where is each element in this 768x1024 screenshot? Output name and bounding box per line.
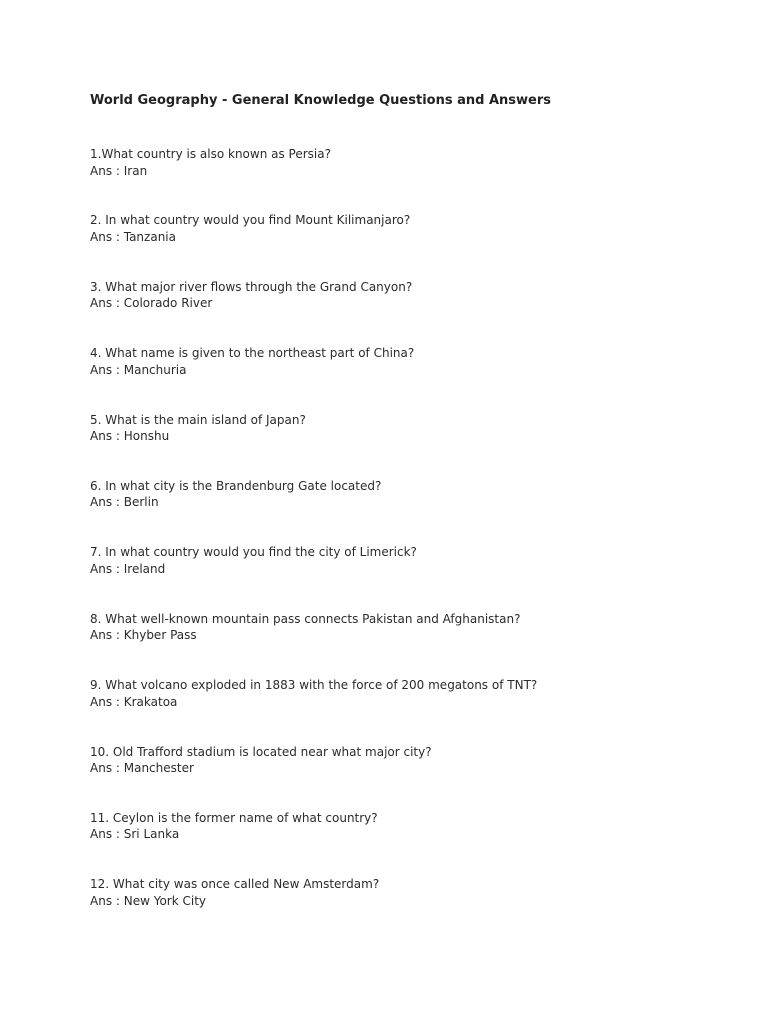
question-text: 9. What volcano exploded in 1883 with the force of 200 megatons of TNT?	[90, 678, 538, 693]
answer-text: Ans : Manchuria	[90, 362, 187, 377]
question-item	[90, 876, 730, 942]
question-item	[90, 744, 730, 810]
answer-text: Ans : Krakatoa	[90, 694, 178, 709]
question-text: 4. What name is given to the northeast part of China?	[90, 346, 415, 361]
answer-text: Ans : Colorado River	[90, 296, 213, 311]
answer-text: Ans : Manchester	[90, 761, 194, 776]
answer-text: Ans : Sri Lanka	[90, 827, 180, 842]
question-item	[90, 611, 730, 677]
question-list	[90, 146, 730, 943]
question-item	[90, 478, 730, 544]
question-item	[90, 677, 730, 743]
question-item	[90, 810, 730, 876]
question-item	[90, 279, 730, 345]
question-text: 12. What city was once called New Amsterdam?	[90, 877, 380, 892]
answer-text: Ans : Iran	[90, 163, 148, 178]
question-text: 10. Old Trafford stadium is located near what major city?	[90, 744, 432, 759]
question-item	[90, 146, 730, 212]
question-text: 11. Ceylon is the former name of what country?	[90, 810, 378, 825]
question-item	[90, 544, 730, 610]
question-item	[90, 345, 730, 411]
question-item	[90, 212, 730, 278]
answer-text: Ans : Ireland	[90, 561, 166, 576]
document-title: World Geography - General Knowledge Questions and Answers	[90, 93, 551, 108]
answer-text: Ans : New York City	[90, 893, 207, 908]
question-text: 3. What major river flows through the Grand Canyon?	[90, 279, 413, 294]
question-item	[90, 412, 730, 478]
answer-text: Ans : Tanzania	[90, 229, 176, 244]
question-text: 5. What is the main island of Japan?	[90, 412, 306, 427]
question-text: 1.What country is also known as Persia?	[90, 147, 331, 161]
answer-text: Ans : Berlin	[90, 495, 159, 510]
answer-text: Ans : Khyber Pass	[90, 628, 197, 643]
answer-text: Ans : Honshu	[90, 429, 170, 444]
question-text: 8. What well-known mountain pass connects Pakistan and Afghanistan?	[90, 611, 521, 626]
document-page	[90, 92, 730, 943]
question-text: 6. In what city is the Brandenburg Gate located?	[90, 478, 382, 493]
question-text: 2. In what country would you find Mount Kilimanjaro?	[90, 213, 411, 228]
question-text: 7. In what country would you find the city of Limerick?	[90, 545, 417, 560]
